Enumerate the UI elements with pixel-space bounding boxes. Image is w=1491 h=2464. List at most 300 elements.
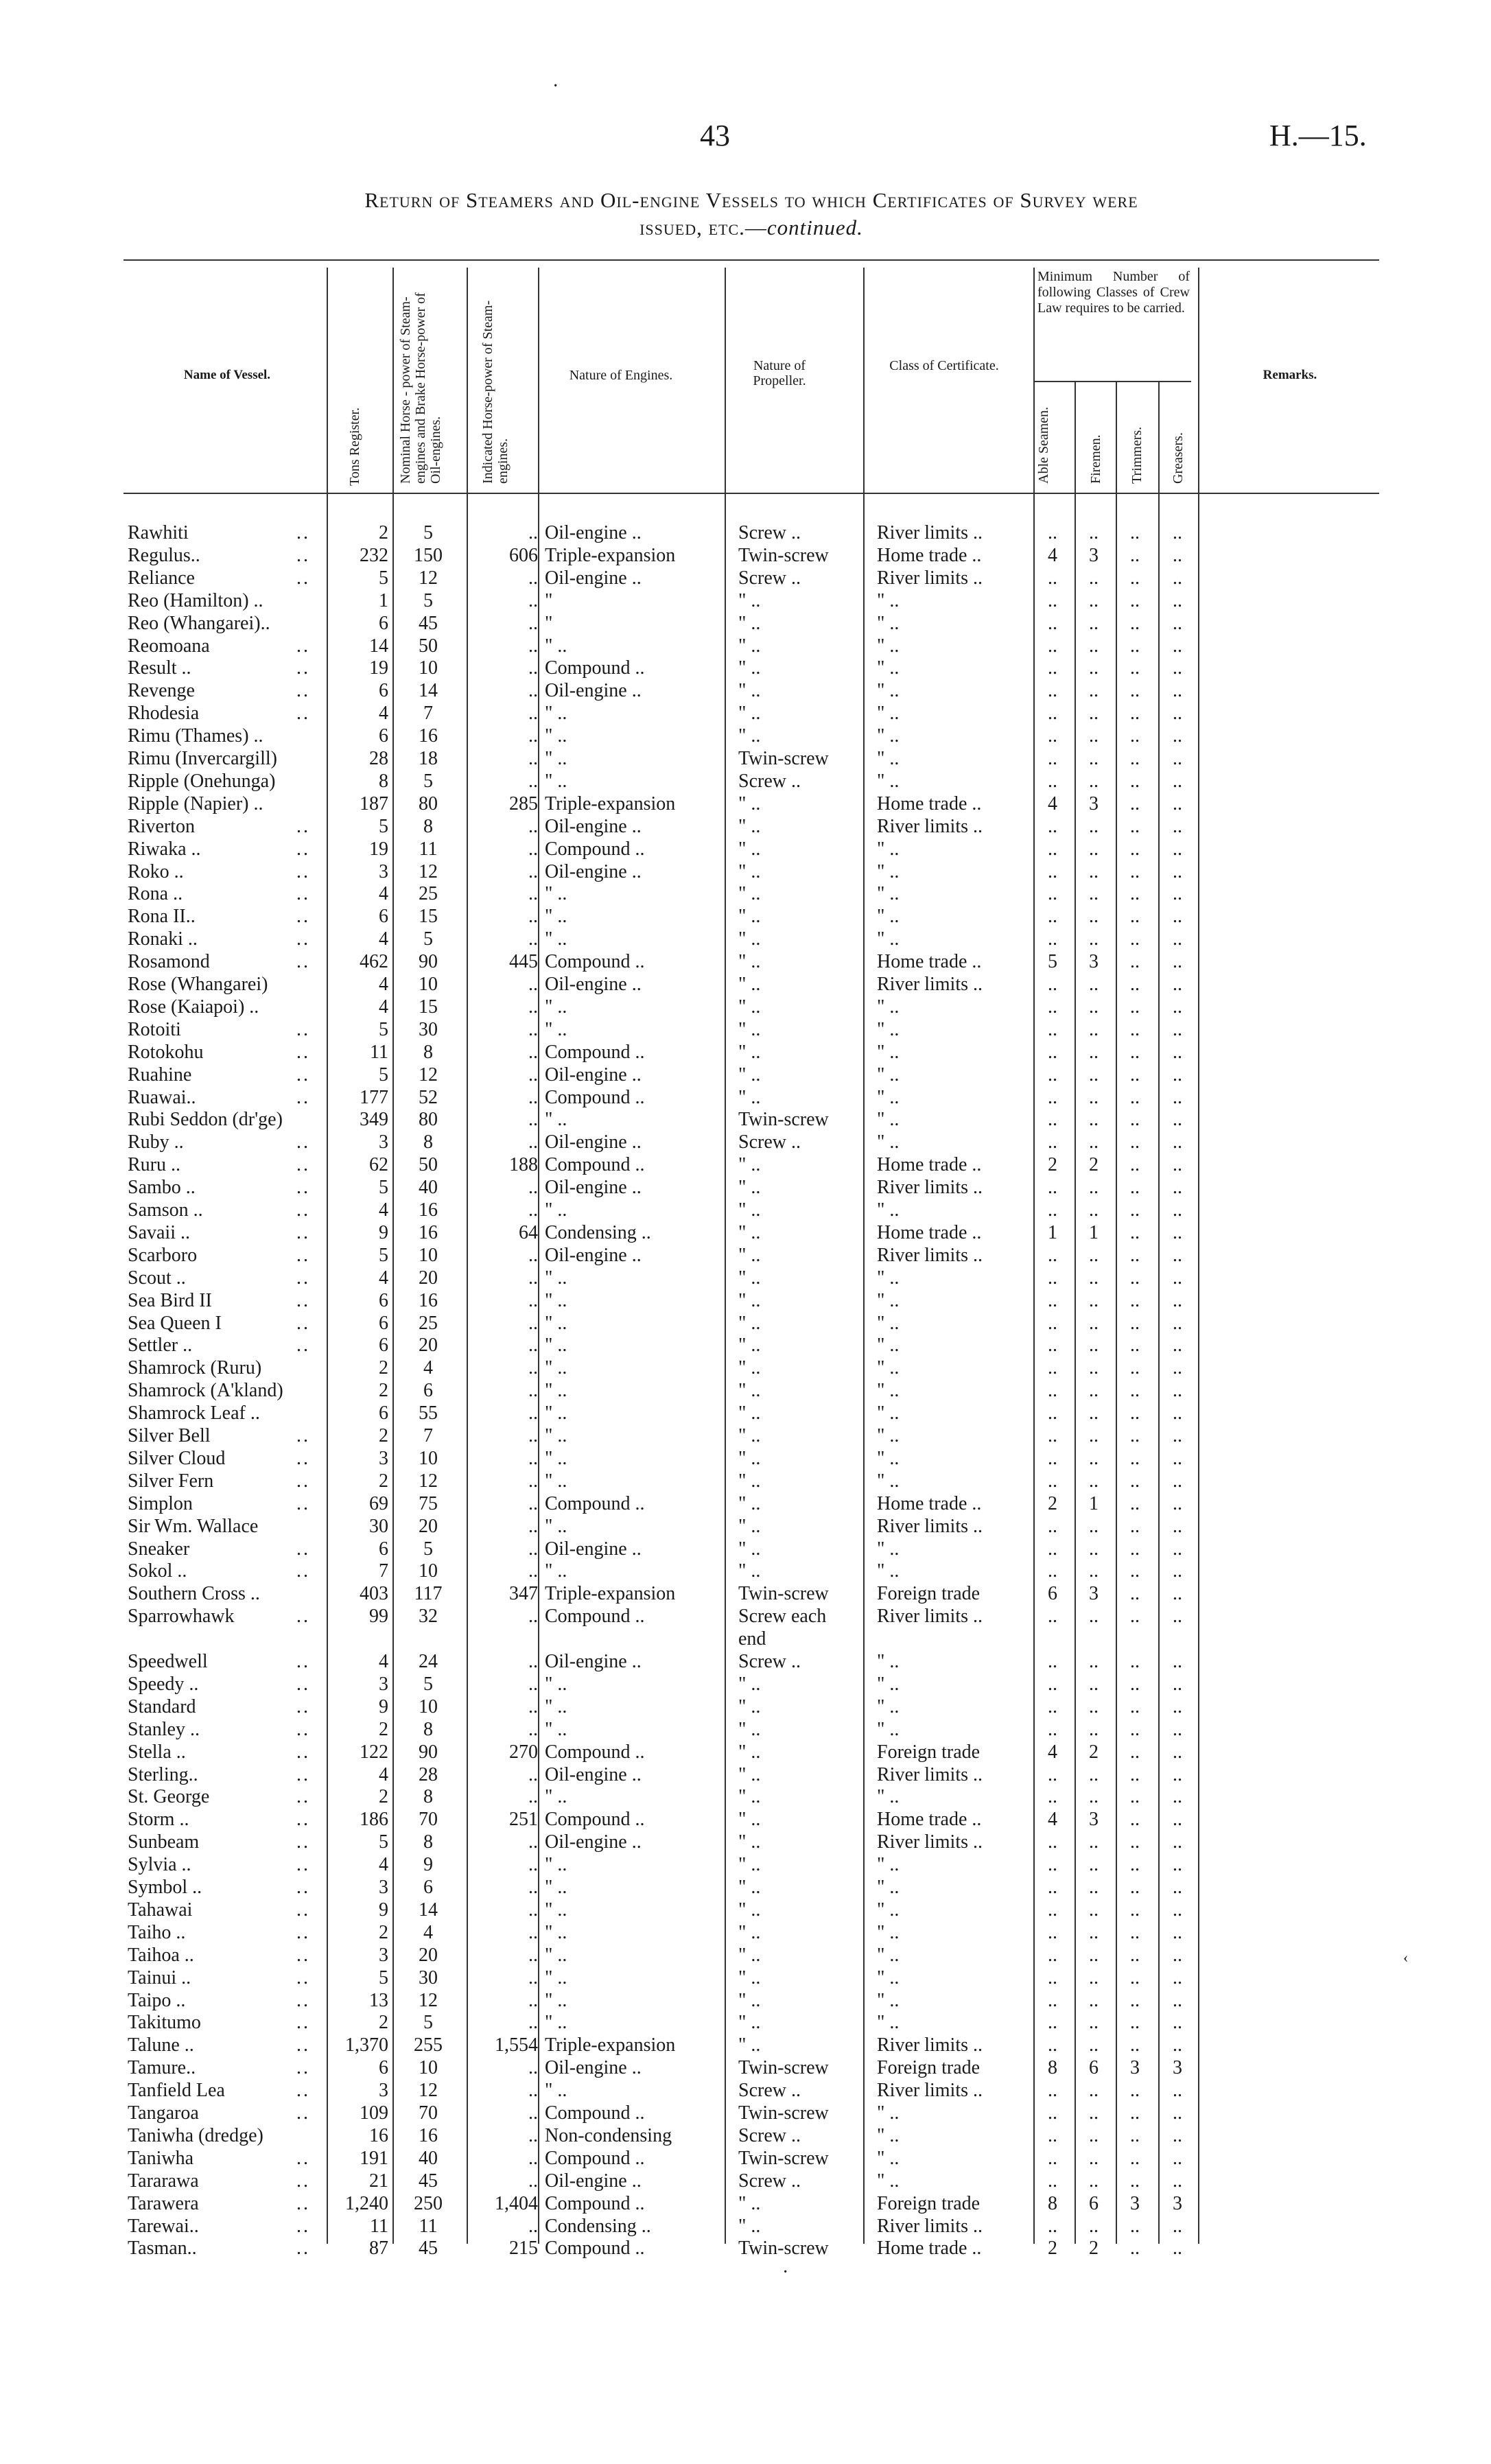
- tons-register: 19: [369, 657, 388, 679]
- nominal-horse-power: 28: [419, 1763, 438, 1785]
- leader-dots: ..: [296, 838, 310, 860]
- leader-dots: ..: [296, 635, 310, 657]
- class-of-certificate: River limits ..: [877, 2034, 983, 2056]
- vessel-name: Tahawai: [128, 1899, 193, 1921]
- nature-of-propeller: " ..: [738, 1312, 761, 1334]
- nature-of-engines: Compound ..: [545, 1154, 645, 1176]
- nature-of-engines: Triple-expansion: [545, 2034, 676, 2056]
- nature-of-engines: " ..: [545, 2012, 567, 2034]
- firemen-count: ..: [1089, 1718, 1099, 1740]
- indicated-horse-power: ..: [528, 1357, 538, 1379]
- indicated-horse-power: ..: [528, 860, 538, 882]
- table-row: [0, 2192, 1491, 2215]
- nature-of-engines: " ..: [545, 770, 567, 792]
- nominal-horse-power: 12: [419, 2080, 438, 2102]
- table-row: [0, 567, 1491, 589]
- nature-of-propeller: Screw ..: [738, 522, 801, 543]
- vessel-name: Rawhiti: [128, 522, 189, 543]
- header-firemen: Firemen.: [1088, 434, 1103, 484]
- class-of-certificate: River limits ..: [877, 974, 983, 995]
- indicated-horse-power: ..: [528, 1470, 538, 1492]
- table-row: [0, 1064, 1491, 1086]
- leader-dots: ..: [296, 2170, 310, 2192]
- tons-register: 4: [379, 703, 388, 725]
- leader-dots: ..: [296, 1335, 310, 1357]
- nominal-horse-power: 6: [423, 1380, 433, 1402]
- indicated-horse-power: ..: [528, 748, 538, 769]
- firemen-count: ..: [1089, 996, 1099, 1018]
- firemen-count: 2: [1089, 1741, 1099, 1763]
- leader-dots: ..: [296, 1064, 310, 1086]
- indicated-horse-power: ..: [528, 522, 538, 543]
- greasers-count: ..: [1173, 1267, 1182, 1289]
- vessel-name: Tarewai..: [128, 2215, 199, 2237]
- vessel-name: Stella ..: [128, 1741, 186, 1763]
- nominal-horse-power: 40: [419, 1177, 438, 1199]
- table-row: [0, 1650, 1491, 1673]
- nominal-horse-power: 90: [419, 1741, 438, 1763]
- table-row: [0, 2034, 1491, 2056]
- nominal-horse-power: 55: [419, 1403, 438, 1424]
- class-of-certificate: " ..: [877, 725, 900, 747]
- class-of-certificate: " ..: [877, 883, 900, 905]
- vessel-name: Savaii ..: [128, 1221, 190, 1243]
- vessel-name: Roko ..: [128, 860, 184, 882]
- trimmers-count: ..: [1130, 1199, 1140, 1221]
- firemen-count: ..: [1089, 1673, 1099, 1695]
- indicated-horse-power: ..: [528, 1447, 538, 1469]
- trimmers-count: ..: [1130, 1921, 1140, 1943]
- tons-register: 4: [379, 1267, 388, 1289]
- nature-of-propeller: " ..: [738, 1921, 761, 1943]
- tons-register: 87: [369, 2238, 388, 2260]
- indicated-horse-power: ..: [528, 1018, 538, 1040]
- nature-of-propeller: " ..: [738, 838, 761, 860]
- nature-of-propeller: " ..: [738, 860, 761, 882]
- trimmers-count: ..: [1130, 567, 1140, 589]
- class-of-certificate: " ..: [877, 860, 900, 882]
- trimmers-count: ..: [1130, 1899, 1140, 1921]
- leader-dots: ..: [296, 1267, 310, 1289]
- indicated-horse-power: 270: [509, 1741, 538, 1763]
- greasers-count: ..: [1173, 1380, 1182, 1402]
- tons-register: 9: [379, 1899, 388, 1921]
- tons-register: 4: [379, 1854, 388, 1876]
- nature-of-engines: Triple-expansion: [545, 544, 676, 566]
- trimmers-count: ..: [1130, 1515, 1140, 1537]
- nature-of-engines: Oil-engine ..: [545, 1831, 642, 1853]
- class-of-certificate: " ..: [877, 1335, 900, 1357]
- trimmers-count: ..: [1130, 1989, 1140, 2011]
- firemen-count: ..: [1089, 1989, 1099, 2011]
- able-seamen-count: ..: [1048, 1560, 1057, 1582]
- indicated-horse-power: ..: [528, 1606, 538, 1628]
- leader-dots: ..: [296, 1041, 310, 1063]
- vessel-name: Sneaker: [128, 1538, 190, 1560]
- able-seamen-count: 4: [1048, 793, 1057, 814]
- leader-dots: ..: [296, 906, 310, 928]
- nature-of-engines: " ..: [545, 635, 567, 657]
- tons-register: 6: [379, 1289, 388, 1311]
- nominal-horse-power: 5: [423, 2012, 433, 2034]
- tons-register: 5: [379, 1018, 388, 1040]
- able-seamen-count: ..: [1048, 815, 1057, 837]
- nature-of-engines: Compound ..: [545, 2238, 645, 2260]
- table-row: [0, 928, 1491, 950]
- title-continued: continued.: [766, 215, 863, 239]
- nature-of-engines: " ..: [545, 725, 567, 747]
- table-row: [0, 1357, 1491, 1379]
- firemen-count: ..: [1089, 2215, 1099, 2237]
- trimmers-count: ..: [1130, 1560, 1140, 1582]
- vessel-name: Sterling..: [128, 1763, 198, 1785]
- class-of-certificate: " ..: [877, 1199, 900, 1221]
- vessel-name: Sparrowhawk: [128, 1606, 235, 1628]
- nature-of-propeller: " ..: [738, 1809, 761, 1831]
- vessel-name: Result ..: [128, 657, 191, 679]
- able-seamen-count: ..: [1048, 1425, 1057, 1446]
- vessel-name: Tarawera: [128, 2192, 199, 2214]
- tons-register: 177: [360, 1086, 388, 1108]
- nominal-horse-power: 20: [419, 1267, 438, 1289]
- class-of-certificate: Foreign trade: [877, 1741, 981, 1763]
- able-seamen-count: ..: [1048, 1831, 1057, 1853]
- nominal-horse-power: 14: [419, 1899, 438, 1921]
- header-trimmers: Trimmers.: [1129, 426, 1144, 484]
- indicated-horse-power: ..: [528, 2147, 538, 2169]
- nature-of-engines: " ..: [545, 1515, 567, 1537]
- class-of-certificate: River limits ..: [877, 522, 983, 543]
- nature-of-engines: " ..: [545, 1899, 567, 1921]
- nominal-horse-power: 11: [419, 2215, 438, 2237]
- greasers-count: ..: [1173, 1357, 1182, 1379]
- nature-of-engines: " ..: [545, 1718, 567, 1740]
- vessel-name: Talune ..: [128, 2034, 194, 2056]
- leader-dots: ..: [296, 1538, 310, 1560]
- tons-register: 6: [379, 1538, 388, 1560]
- tons-register: 2: [379, 1380, 388, 1402]
- nature-of-engines: " ..: [545, 906, 567, 928]
- trimmers-count: ..: [1130, 1447, 1140, 1469]
- table-row: [0, 1853, 1491, 1876]
- indicated-horse-power: 188: [509, 1154, 538, 1176]
- greasers-count: ..: [1173, 1312, 1182, 1334]
- class-of-certificate: " ..: [877, 2170, 900, 2192]
- scan-mark: ‹: [1403, 1949, 1409, 1966]
- vessel-name: Taniwha (dredge): [128, 2124, 263, 2146]
- table-row: [0, 635, 1491, 657]
- firemen-count: ..: [1089, 1921, 1099, 1943]
- vessel-name: Rose (Whangarei): [128, 974, 268, 995]
- able-seamen-count: ..: [1048, 1244, 1057, 1266]
- class-of-certificate: " ..: [877, 2147, 900, 2169]
- nature-of-engines: Non-condensing: [545, 2124, 672, 2146]
- trimmers-count: ..: [1130, 1786, 1140, 1808]
- firemen-count: ..: [1089, 1696, 1099, 1717]
- firemen-count: ..: [1089, 1357, 1099, 1379]
- trimmers-count: ..: [1130, 1854, 1140, 1876]
- vessel-name: Rotoiti: [128, 1018, 181, 1040]
- greasers-count: ..: [1173, 1606, 1182, 1628]
- tons-register: 187: [360, 793, 388, 814]
- header-name-of-vessel: Name of Vessel.: [183, 368, 271, 382]
- able-seamen-count: ..: [1048, 2012, 1057, 2034]
- leader-dots: ..: [296, 2034, 310, 2056]
- tons-register: 4: [379, 996, 388, 1018]
- nature-of-propeller: Twin-screw: [738, 2238, 829, 2260]
- leader-dots: ..: [296, 1131, 310, 1153]
- vessel-name: Tainui ..: [128, 1967, 191, 1988]
- nominal-horse-power: 52: [419, 1086, 438, 1108]
- table-row: [0, 657, 1491, 679]
- greasers-count: ..: [1173, 612, 1182, 634]
- table-row: [0, 793, 1491, 815]
- trimmers-count: ..: [1130, 1877, 1140, 1898]
- class-of-certificate: " ..: [877, 1109, 900, 1131]
- able-seamen-count: ..: [1048, 1018, 1057, 1040]
- nominal-horse-power: 25: [419, 883, 438, 905]
- firemen-count: ..: [1089, 906, 1099, 928]
- greasers-count: ..: [1173, 1741, 1182, 1763]
- nature-of-propeller: Twin-screw: [738, 748, 829, 769]
- leader-dots: ..: [296, 2238, 310, 2260]
- nominal-horse-power: 20: [419, 1515, 438, 1537]
- trimmers-count: ..: [1130, 1606, 1140, 1628]
- class-of-certificate: " ..: [877, 589, 900, 611]
- nature-of-engines: " ..: [545, 928, 567, 950]
- trimmers-count: ..: [1130, 860, 1140, 882]
- greasers-count: ..: [1173, 1651, 1182, 1672]
- nature-of-engines: " ..: [545, 1109, 567, 1131]
- nature-of-engines: " ..: [545, 1199, 567, 1221]
- table-row: [0, 1696, 1491, 1718]
- table-row: [0, 1741, 1491, 1763]
- class-of-certificate: Home trade ..: [877, 793, 982, 814]
- firemen-count: ..: [1089, 1538, 1099, 1560]
- nature-of-propeller: " ..: [738, 1335, 761, 1357]
- firemen-count: ..: [1089, 770, 1099, 792]
- trimmers-count: ..: [1130, 815, 1140, 837]
- nature-of-engines: " ..: [545, 1696, 567, 1717]
- nominal-horse-power: 11: [419, 838, 438, 860]
- page-title: [124, 187, 1379, 242]
- able-seamen-count: ..: [1048, 2102, 1057, 2124]
- vessel-name: St. George: [128, 1786, 210, 1808]
- leader-dots: ..: [296, 1741, 310, 1763]
- greasers-count: ..: [1173, 1831, 1182, 1853]
- class-of-certificate: " ..: [877, 1357, 900, 1379]
- firemen-count: ..: [1089, 725, 1099, 747]
- trimmers-count: ..: [1130, 1831, 1140, 1853]
- greasers-count: ..: [1173, 1899, 1182, 1921]
- greasers-count: ..: [1173, 1221, 1182, 1243]
- vessel-name: Taihoa ..: [128, 1944, 194, 1966]
- vessel-name: Speedwell: [128, 1651, 208, 1672]
- greasers-count: ..: [1173, 2102, 1182, 2124]
- indicated-horse-power: ..: [528, 1944, 538, 1966]
- table-row: [0, 1899, 1491, 1921]
- nature-of-propeller: " ..: [738, 635, 761, 657]
- leader-dots: ..: [296, 1921, 310, 1943]
- nature-of-propeller: Screw ..: [738, 1651, 801, 1672]
- greasers-count: ..: [1173, 1786, 1182, 1808]
- tons-register: 14: [369, 635, 388, 657]
- nature-of-engines: Condensing ..: [545, 1221, 651, 1243]
- nominal-horse-power: 5: [423, 770, 433, 792]
- nature-of-propeller: " ..: [738, 1718, 761, 1740]
- nature-of-engines: " ..: [545, 1673, 567, 1695]
- table-row: [0, 544, 1491, 567]
- nature-of-propeller: " ..: [738, 1538, 761, 1560]
- vessel-name: Reliance: [128, 567, 195, 589]
- vessel-name: Reomoana: [128, 635, 210, 657]
- indicated-horse-power: ..: [528, 1515, 538, 1537]
- greasers-count: ..: [1173, 1086, 1182, 1108]
- trimmers-count: ..: [1130, 770, 1140, 792]
- leader-dots: ..: [296, 1673, 310, 1695]
- tons-register: 122: [360, 1741, 388, 1763]
- nominal-horse-power: 80: [419, 1109, 438, 1131]
- table-row: [0, 1808, 1491, 1831]
- trimmers-count: ..: [1130, 2012, 1140, 2034]
- nominal-horse-power: 5: [423, 589, 433, 611]
- title-line-2: [124, 214, 1379, 242]
- trimmers-count: ..: [1130, 1763, 1140, 1785]
- firemen-count: ..: [1089, 2124, 1099, 2146]
- tons-register: 2: [379, 1425, 388, 1446]
- nominal-horse-power: 15: [419, 996, 438, 1018]
- tons-register: 3: [379, 1131, 388, 1153]
- firemen-count: ..: [1089, 928, 1099, 950]
- trimmers-count: ..: [1130, 680, 1140, 702]
- nature-of-propeller: " ..: [738, 657, 761, 679]
- able-seamen-count: 8: [1048, 2057, 1057, 2079]
- firemen-count: ..: [1089, 2012, 1099, 2034]
- tons-register: 3: [379, 1673, 388, 1695]
- firemen-count: ..: [1089, 1854, 1099, 1876]
- vessel-name: Symbol ..: [128, 1877, 202, 1898]
- nature-of-engines: " ..: [545, 1425, 567, 1446]
- tons-register: 7: [379, 1560, 388, 1582]
- nature-of-propeller: Twin-screw: [738, 544, 829, 566]
- trimmers-count: ..: [1130, 1718, 1140, 1740]
- greasers-count: ..: [1173, 1538, 1182, 1560]
- class-of-certificate: Home trade ..: [877, 1221, 982, 1243]
- trimmers-count: ..: [1130, 1741, 1140, 1763]
- firemen-count: ..: [1089, 1199, 1099, 1221]
- trimmers-count: ..: [1130, 1086, 1140, 1108]
- class-of-certificate: " ..: [877, 657, 900, 679]
- vessel-name: Scout ..: [128, 1267, 186, 1289]
- tons-register: 3: [379, 1447, 388, 1469]
- indicated-horse-power: ..: [528, 1673, 538, 1695]
- nominal-horse-power: 255: [414, 2034, 443, 2056]
- greasers-count: ..: [1173, 635, 1182, 657]
- leader-dots: ..: [296, 567, 310, 589]
- nature-of-propeller: end: [738, 1628, 766, 1650]
- firemen-count: ..: [1089, 2170, 1099, 2192]
- indicated-horse-power: ..: [528, 725, 538, 747]
- indicated-horse-power: ..: [528, 883, 538, 905]
- able-seamen-count: ..: [1048, 2080, 1057, 2102]
- able-seamen-count: 6: [1048, 1583, 1057, 1605]
- vessel-name: Tanfield Lea: [128, 2080, 225, 2102]
- able-seamen-count: ..: [1048, 1854, 1057, 1876]
- leader-dots: ..: [296, 1944, 310, 1966]
- indicated-horse-power: ..: [528, 1696, 538, 1717]
- greasers-count: ..: [1173, 1696, 1182, 1717]
- trimmers-count: ..: [1130, 1403, 1140, 1424]
- nominal-horse-power: 16: [419, 1221, 438, 1243]
- vessel-name: Speedy ..: [128, 1673, 199, 1695]
- header-minimum-crew: Minimum Number of following Classes of Crew Law requires to be carried.: [1037, 269, 1190, 316]
- nature-of-propeller: " ..: [738, 1425, 761, 1446]
- leader-dots: ..: [296, 1177, 310, 1199]
- firemen-count: ..: [1089, 680, 1099, 702]
- nature-of-propeller: " ..: [738, 2192, 761, 2214]
- nominal-horse-power: 75: [419, 1492, 438, 1514]
- able-seamen-count: ..: [1048, 680, 1057, 702]
- vessel-name: Sea Queen I: [128, 1312, 222, 1334]
- nature-of-propeller: " ..: [738, 793, 761, 814]
- nature-of-propeller: Screw ..: [738, 2124, 801, 2146]
- trimmers-count: ..: [1130, 522, 1140, 543]
- able-seamen-count: ..: [1048, 1606, 1057, 1628]
- table-row: [0, 860, 1491, 883]
- nature-of-engines: Oil-engine ..: [545, 1244, 642, 1266]
- indicated-horse-power: ..: [528, 1921, 538, 1943]
- indicated-horse-power: ..: [528, 1380, 538, 1402]
- able-seamen-count: ..: [1048, 567, 1057, 589]
- indicated-horse-power: ..: [528, 1131, 538, 1153]
- firemen-count: ..: [1089, 1447, 1099, 1469]
- firemen-count: ..: [1089, 635, 1099, 657]
- nature-of-propeller: " ..: [738, 1831, 761, 1853]
- greasers-count: ..: [1173, 1809, 1182, 1831]
- class-of-certificate: " ..: [877, 770, 900, 792]
- nature-of-propeller: Screw ..: [738, 1131, 801, 1153]
- table-row: [0, 1785, 1491, 1808]
- nature-of-engines: Compound ..: [545, 1606, 645, 1628]
- nature-of-engines: Triple-expansion: [545, 1583, 676, 1605]
- table-row: [0, 1131, 1491, 1153]
- indicated-horse-power: ..: [528, 2215, 538, 2237]
- leader-dots: ..: [296, 1447, 310, 1469]
- trimmers-count: ..: [1130, 1244, 1140, 1266]
- vessel-name: Sir Wm. Wallace: [128, 1515, 259, 1537]
- class-of-certificate: " ..: [877, 1041, 900, 1063]
- class-of-certificate: " ..: [877, 1131, 900, 1153]
- leader-dots: ..: [296, 2057, 310, 2079]
- tons-register: 2: [379, 2012, 388, 2034]
- indicated-horse-power: ..: [528, 1492, 538, 1514]
- header-nature-of-engines: Nature of Engines.: [569, 368, 673, 383]
- class-of-certificate: Home trade ..: [877, 2238, 982, 2260]
- indicated-horse-power: ..: [528, 928, 538, 950]
- header-greasers: Greasers.: [1171, 432, 1186, 484]
- tons-register: 186: [360, 1809, 388, 1831]
- tons-register: 232: [360, 544, 388, 566]
- indicated-horse-power: ..: [528, 635, 538, 657]
- table-row: [0, 1718, 1491, 1741]
- firemen-count: ..: [1089, 860, 1099, 882]
- class-of-certificate: River limits ..: [877, 1763, 983, 1785]
- class-of-certificate: " ..: [877, 1651, 900, 1672]
- nature-of-propeller: " ..: [738, 612, 761, 634]
- header-nature-of-propeller: Nature of Propeller.: [753, 358, 806, 388]
- indicated-horse-power: 1,554: [495, 2034, 538, 2056]
- nominal-horse-power: 8: [423, 1831, 433, 1853]
